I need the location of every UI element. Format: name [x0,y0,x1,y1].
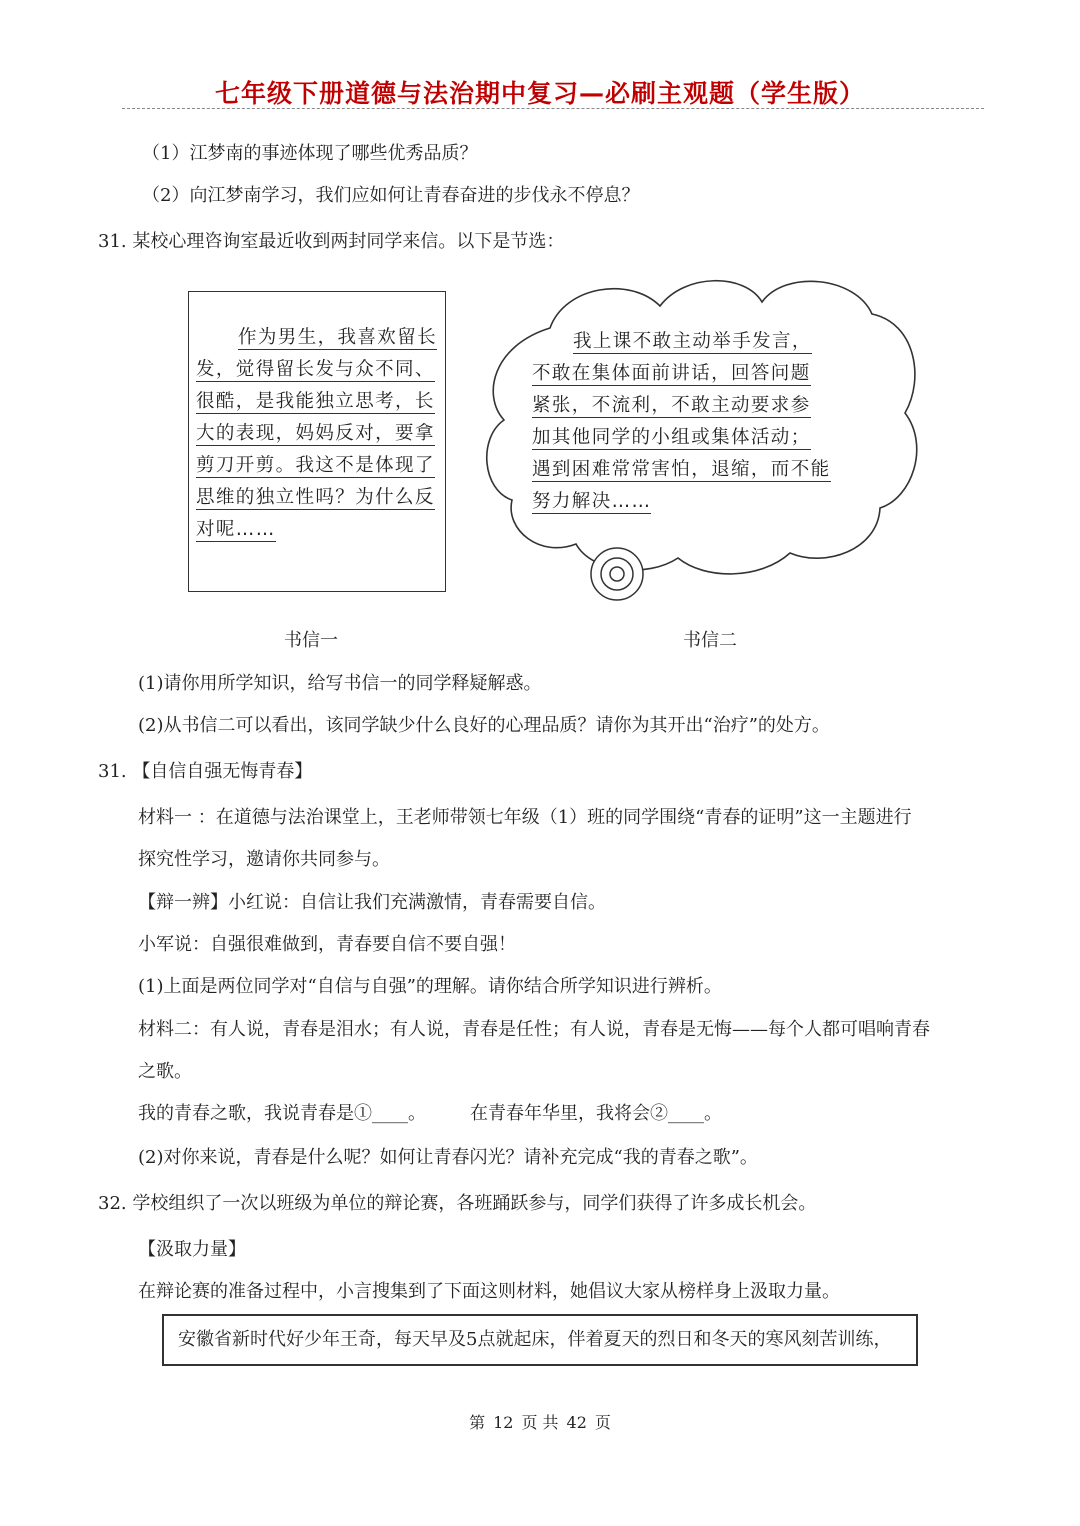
letter-one-line: 很酷，是我能独立思考，长 [196,391,435,412]
footer-suffix: 页 [594,1413,611,1432]
q31-sub1: (1)请你用所学知识，给写书信一的同学释疑解惑。 [138,673,542,694]
letter-two-line: 不敢在集体面前讲话，回答问题 [532,363,811,384]
footer-prefix: 第 [469,1413,486,1432]
song-blank-two: 在青春年华里，我将会②____。 [470,1103,722,1124]
letter-one-line: 对呢…… [196,519,276,540]
material-box-text: 安徽省新时代好少年王奇，每天早及5点就起床，伴着夏天的烈日和冬天的寒风刻苦训练， [178,1329,892,1350]
q31b-heading: 31. 【自信自强无悔青春】 [98,761,313,782]
q31-intro: 31. 某校心理咨询室最近收到两封同学来信。以下是节选： [98,231,565,252]
letter-one-line: 思维的独立性吗？为什么反 [196,487,435,508]
title-divider [122,108,984,109]
letter-two-line: 我上课不敢主动举手发言， [573,331,812,352]
q30-sub2: （2）向江梦南学习，我们应如何让青春奋进的步伐永不停息？ [142,185,640,206]
page-number: 12 [493,1413,514,1432]
letter-two-line: 加其他同学的小组或集体活动； [532,427,811,448]
q31-sub2: (2)从书信二可以看出，该同学缺少什么良好的心理品质？请你为其开出“治疗”的处方。 [138,715,830,736]
q32-line: 在辩论赛的准备过程中，小言搜集到了下面这则材料，她倡议大家从榜样身上汲取力量。 [138,1281,840,1302]
material-two-line1: 材料二：有人说，青春是泪水；有人说，青春是任性；有人说，青春是无悔——每个人都可唱响青春 [138,1019,930,1040]
letter-one-line: 作为男生，我喜欢留长 [238,327,438,348]
q30-sub1: （1）江梦南的事迹体现了哪些优秀品质？ [142,143,478,164]
q32-intro: 32. 学校组织了一次以班级为单位的辩论赛，各班踊跃参与，同学们获得了许多成长机会。 [98,1193,817,1214]
letter-two-line: 遇到困难常常害怕，退缩，而不能 [532,459,831,480]
total-pages: 42 [566,1413,587,1432]
letter-two-line: 紧张，不流利，不敢主动要求参 [532,395,811,416]
page-title: 七年级下册道德与法治期中复习—必刷主观题（学生版） [214,79,865,108]
letter-two-line: 努力解决…… [532,491,652,512]
letter-one-line: 剪刀开剪。我这不是体现了 [196,455,435,476]
song-blank-one: 我的青春之歌，我说青春是①____。 [138,1103,426,1124]
page-footer [0,1410,1080,1433]
q31b-sub2: (2)对你来说，青春是什么呢？如何让青春闪光？请补充完成“我的青春之歌”。 [138,1147,758,1168]
letter-one-caption: 书信一 [284,630,338,651]
letter-two-caption: 书信二 [683,630,737,651]
debate-xiaohong: 【辩一辨】小红说：自信让我们充满激情，青春需要自信。 [138,892,606,913]
material-two-line2: 之歌。 [138,1061,192,1082]
letter-one-line: 大的表现，妈妈反对，要拿 [196,423,435,444]
letter-one-line: 发，觉得留长发与众不同、 [196,359,435,380]
material-one-line1: 材料一 ：在道德与法治课堂上，王老师带领七年级（1）班的同学围绕“青春的证明”这一主题进行 [138,807,912,828]
footer-mid: 页 共 [521,1413,559,1432]
q32-heading: 【汲取力量】 [138,1239,246,1260]
debate-xiaojun: 小军说：自强很难做到，青春要自信不要自强！ [138,934,516,955]
q31b-sub1: (1)上面是两位同学对“自信与自强”的理解。请你结合所学知识进行辨析。 [138,976,722,997]
material-one-line2: 探究性学习，邀请你共同参与。 [138,849,390,870]
